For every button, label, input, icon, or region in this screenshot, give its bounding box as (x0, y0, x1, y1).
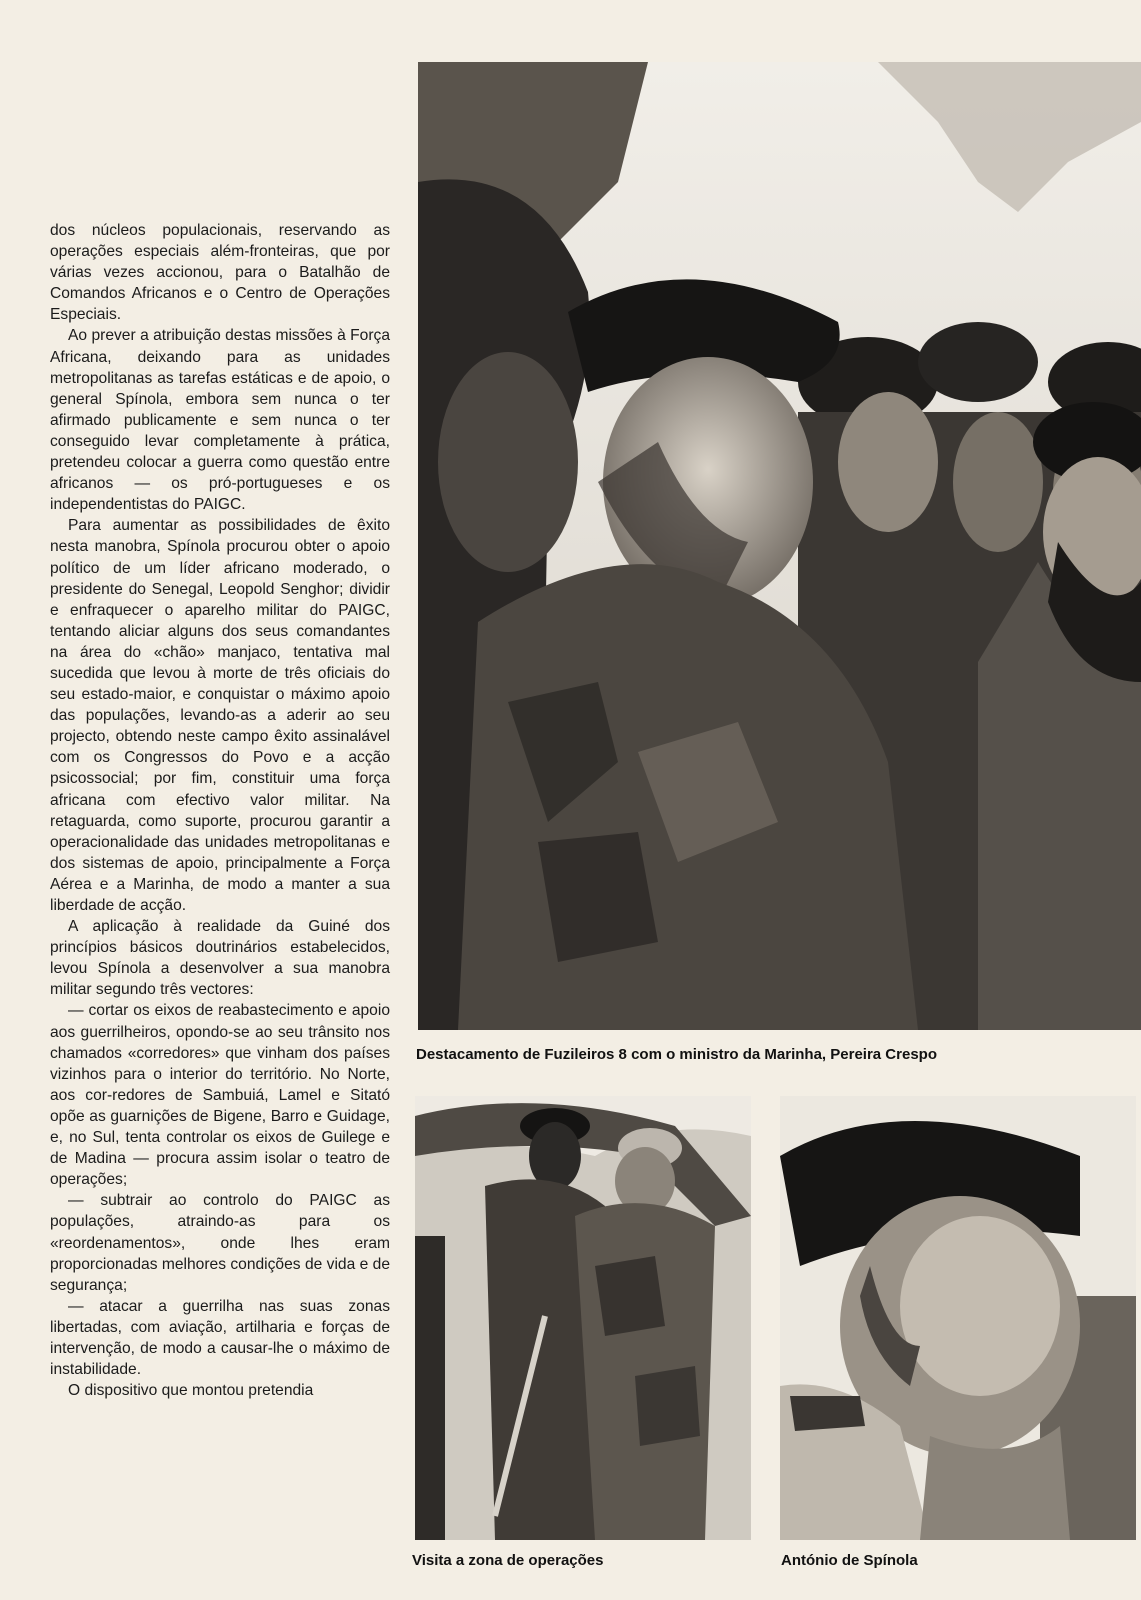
paragraph: O dispositivo que montou pretendia (68, 1382, 314, 1400)
paragraph: A aplicação à realidade da Guiné dos princípios básicos doutrinários estabelecidos, levou Spínola a desenvolver a sua manobra militar segundo três vectores: (50, 918, 390, 999)
paragraph: Ao prever a atribuição destas missões à Força Africana, deixando para as unidades metropolitanas as tarefas estáticas e de apoio, o general Spínola, embora sem nunca o ter afirmado publicamente e sem nunca o ter conseguido levar completamente à prática, pretendeu colocar a guerra como questão entre africanos — os pró-portugueses e os independentistas do PAIGC. (50, 327, 390, 514)
paragraph: — subtrair ao controlo do PAIGC as populações, atraindo-as para os «reordenamentos», onde lhes eram proporcionadas melhores condições de vida e de segurança; (50, 1192, 390, 1294)
main-photo-caption: Destacamento de Fuzileiros 8 com o ministro da Marinha, Pereira Crespo (416, 1046, 937, 1063)
right-photo-caption: António de Spínola (781, 1552, 918, 1569)
paragraph: — cortar os eixos de reabastecimento e apoio aos guerrilheiros, opondo-se ao seu trânsito nos chamados «corredores» que vinham dos países vizinhos para o interior do território. No Norte, aos cor-redores de Sambuiá, Lamel e Sitató opõe as guarnições de Bigene, Barro e Guidage, e, no Sul, tenta controlar os eixos de Guilege e de Madina — procura assim isolar o teatro de operações; (50, 1002, 390, 1189)
left-photo-caption: Visita a zona de operações (412, 1552, 604, 1569)
spinola-portrait-photo (780, 1096, 1136, 1540)
article-body (50, 220, 390, 1401)
paragraph: — atacar a guerrilha nas suas zonas libertadas, com aviação, artilharia e forças de intervenção, de modo a causar-lhe o máximo de instabilidade. (50, 1297, 390, 1379)
main-photo (418, 62, 1141, 1030)
paragraph: dos núcleos populacionais, reservando as operações especiais além-fronteiras, que por várias vezes accionou, para o Batalhão de Comandos Africanos e o Centro de Operações Especiais. (50, 222, 390, 324)
paragraph: Para aumentar as possibilidades de êxito nesta manobra, Spínola procurou obter o apoio político de um líder africano moderado, o presidente do Senegal, Leopold Senghor; dividir e enfraquecer o aparelho militar do PAIGC, tentando aliciar alguns dos seus comandantes na área do «chão» manjaco, tentativa mal sucedida que levou à morte de três oficiais do seu estado-maior, e conquistar o máximo apoio das populações, levando-as a aderir ao seu projecto, obtendo neste campo êxito assinalável com os Congressos do Povo e a acção psicossocial; por fim, constituir uma força africana com efectivo valor militar. Na retaguarda, como suporte, procurou garantir a operacionalidade das unidades metropolitanas e dos sistemas de apoio, principalmente a Força Aérea e a Marinha, de modo a manter a sua liberdade de acção. (50, 517, 390, 914)
operations-visit-photo (415, 1096, 751, 1540)
